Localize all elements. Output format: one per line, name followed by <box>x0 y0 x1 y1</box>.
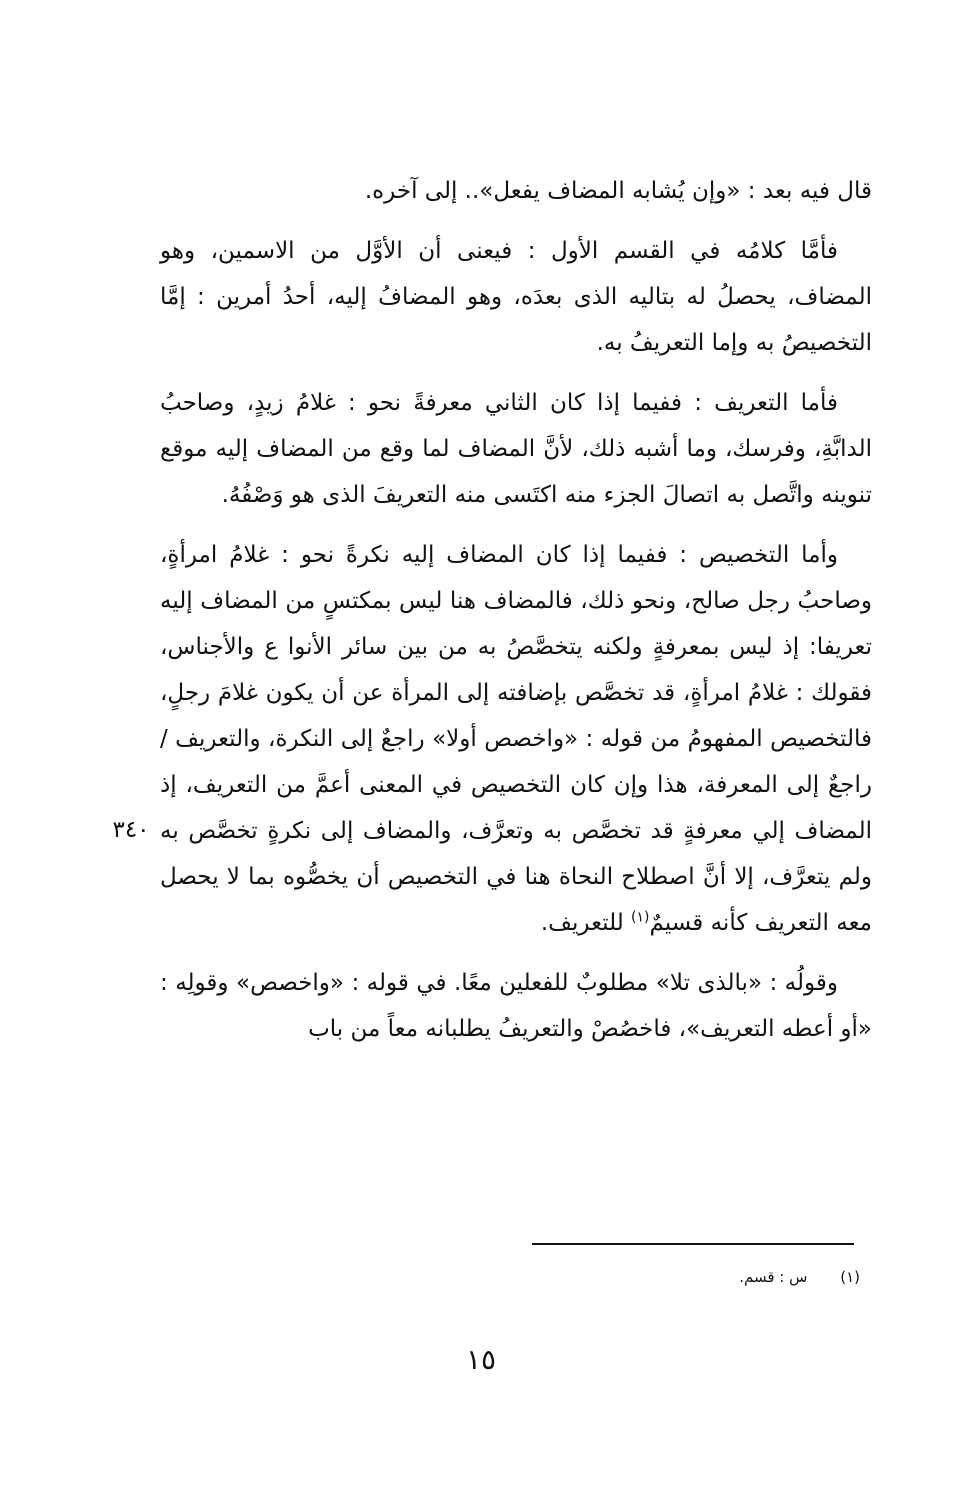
text-line: عن أن يكون غلامَ رجلٍ، فالتخصيص المفهومُ من قوله : «واخصص أولا» <box>160 680 872 752</box>
text-line: التعريف كأنه قسيمٌ <box>649 910 829 936</box>
footnote <box>560 1262 860 1292</box>
text-line: اصطلاح النحاة هنا في التخصيص أن يخصُّوه بما لا يحصل معه <box>160 864 872 936</box>
paragraph-5 <box>160 960 872 1052</box>
main-text <box>160 168 872 1066</box>
footnote-text: س : قسم. <box>739 1268 808 1286</box>
paragraph-1 <box>160 168 872 214</box>
text-line: وأما التخصيص : ففيما إذا كان المضاف إليه نكرةً نحو : غلامُ <box>229 542 838 568</box>
footnote-number: (١) <box>840 1268 860 1286</box>
text-line: وقولُه : «بالذى تلا» مطلوبٌ للفعلين معًا. في قوله : «واخصص» <box>236 970 838 996</box>
text-line: التخصيصُ به وإما التعريفُ به. <box>596 330 872 356</box>
text-line: راجعٌ إلى النكرة، والتعريف / راجعٌ إلى المعرفة، هذا وإن كان <box>160 726 872 798</box>
paragraph-3 <box>160 380 872 518</box>
text-line: فأما التعريف : ففيما إذا كان الثاني معرفةً نحو : غلامُ زيدٍ، <box>246 390 838 416</box>
text-line: المضاف، يحصلُ له بتاليه الذى بعدَه، وهو المضافُ إليه، أحدُ أمرين : إمَّا <box>160 284 872 310</box>
text-line: وقولِه : «أو أعطه التعريف»، فاخصُصْ والتعريفُ يطلبانه معاً من باب <box>160 970 872 1042</box>
page-number: ١٥ <box>465 1343 497 1376</box>
text-line: المضاف إليه تعريفا: إذ ليس بمعرفةٍ ولكنه يتخصَّصُ به من بين سائر <box>160 588 873 660</box>
text-line: للتعريف. <box>540 910 632 936</box>
text-line: تخصَّص به وتعرَّف، والمضاف إلى نكرةٍ تخصَّص به ولم يتعرَّف، إلا أنَّ <box>160 818 873 890</box>
text-line: وصاحبُ الدابَّةِ، وفرسك، وما أشبه ذلك، لأنَّ المضاف لما وقع من المضاف <box>160 390 872 462</box>
footnote-divider <box>532 1243 854 1245</box>
text-line: فأمَّا كلامُه في القسم الأول : فيعنى أن الأوَّل من الاسمين، وهو <box>160 238 838 264</box>
paragraph-4 <box>160 532 872 946</box>
footnote-reference[interactable]: (١) <box>631 909 650 926</box>
text-line: قال فيه بعد : «وإن يُشابه المضاف يفعل».. إلى آخره. <box>364 178 872 204</box>
text-line: التخصيص في المعنى أعمَّ من التعريف، إذ المضاف إلي معرفةٍ قد <box>160 772 872 844</box>
text-line: الأنوا ع والأجناس، فقولك : غلامُ امرأةٍ، قد تخصَّص بإضافته إلى المرأة <box>160 634 872 706</box>
text-line: إليه موقع تنوينه واتَّصل به اتصالَ الجزء منه اكتَسى منه التعريفَ الذى <box>160 436 872 508</box>
text-line: هو وَصْفُهُ. <box>221 482 315 508</box>
paragraph-2 <box>160 228 872 366</box>
text-line: امرأةٍ، وصاحبُ رجل صالح، ونحو ذلك، فالمضاف هنا ليس بمكتسٍ من <box>160 542 872 614</box>
manuscript-folio-marker: ٣٤٠ <box>112 817 150 843</box>
